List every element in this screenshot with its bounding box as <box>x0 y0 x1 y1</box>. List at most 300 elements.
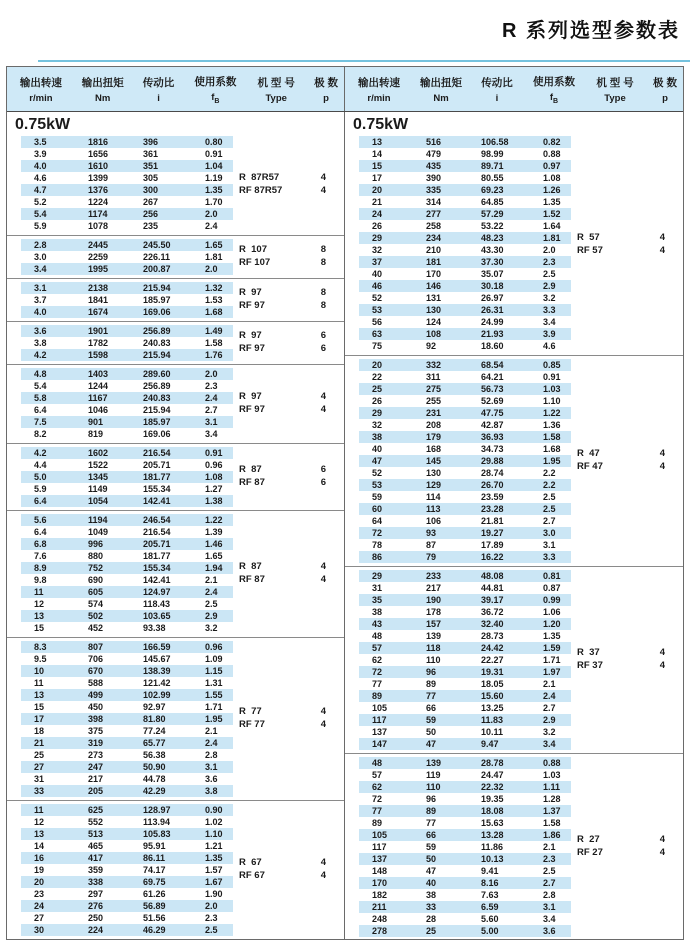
table-row <box>21 749 233 761</box>
fb-cell: 2.1 <box>205 726 218 736</box>
table-row <box>21 804 233 816</box>
table-row <box>21 196 233 208</box>
type-name: R 107 <box>239 243 267 255</box>
pole-count: 4 <box>320 390 326 402</box>
table-row <box>359 407 571 419</box>
fb-cell: 1.11 <box>543 782 561 792</box>
header-label: 输出扭矩 <box>420 76 462 89</box>
ratio-cell: 103.65 <box>143 611 171 621</box>
speed-cell: 29 <box>372 233 383 243</box>
table-row <box>21 653 233 665</box>
ratio-cell: 86.11 <box>143 853 166 863</box>
ratio-cell: 240.83 <box>143 393 171 403</box>
pole-count: 4 <box>320 403 326 415</box>
table-row <box>359 419 571 431</box>
pole-count: 4 <box>659 460 665 472</box>
ratio-cell: 166.59 <box>143 642 171 652</box>
fb-cell: 2.4 <box>205 393 218 403</box>
fb-cell: 1.04 <box>205 161 223 171</box>
header-label: 使用系数 <box>194 75 237 88</box>
ratio-cell: 37.30 <box>481 257 504 267</box>
ratio-cell: 13.25 <box>481 703 504 713</box>
fb-cell: 1.08 <box>205 472 223 482</box>
table-row <box>21 864 233 876</box>
type-line <box>239 342 344 355</box>
table-row <box>21 220 233 232</box>
fb-cell: 3.4 <box>543 317 556 327</box>
speed-cell: 182 <box>372 890 388 900</box>
table-row <box>359 491 571 503</box>
torque-cell: 1046 <box>88 405 109 415</box>
ratio-group <box>345 753 683 937</box>
speed-cell: 77 <box>372 679 383 689</box>
type-cell <box>577 646 683 672</box>
table-row <box>359 666 571 678</box>
type-line <box>239 256 344 269</box>
type-line <box>239 299 344 312</box>
table-row <box>21 924 233 936</box>
ratio-group <box>345 566 683 750</box>
ratio-cell: 18.05 <box>481 679 504 689</box>
table-row <box>359 877 571 889</box>
type-name: RF 87 <box>239 573 265 585</box>
header-unit: Nm <box>433 92 449 104</box>
speed-cell: 3.4 <box>34 264 47 274</box>
table-row <box>21 404 233 416</box>
ratio-cell: 23.28 <box>481 504 504 514</box>
ratio-cell: 65.77 <box>143 738 166 748</box>
fb-cell: 0.88 <box>543 758 561 768</box>
fb-cell: 2.3 <box>543 854 556 864</box>
table-row <box>359 395 571 407</box>
speed-cell: 5.8 <box>34 393 47 403</box>
speed-cell: 9.5 <box>34 654 47 664</box>
torque-cell: 179 <box>426 432 442 442</box>
ratio-cell: 34.73 <box>481 444 504 454</box>
table-row <box>359 184 571 196</box>
ratio-cell: 13.28 <box>481 830 504 840</box>
speed-cell: 32 <box>372 420 383 430</box>
fb-cell: 2.9 <box>205 611 218 621</box>
torque-cell: 106 <box>426 516 442 526</box>
torque-cell: 706 <box>88 654 104 664</box>
ratio-cell: 36.72 <box>481 607 504 617</box>
torque-cell: 1674 <box>88 307 109 317</box>
speed-cell: 14 <box>372 149 383 159</box>
ratio-cell: 305 <box>143 173 159 183</box>
torque-cell: 247 <box>88 762 104 772</box>
torque-cell: 996 <box>88 539 104 549</box>
torque-cell: 1522 <box>88 460 109 470</box>
type-name: R 77 <box>239 705 262 717</box>
speed-cell: 64 <box>372 516 383 526</box>
table-row <box>21 912 233 924</box>
table-row <box>359 479 571 491</box>
fb-cell: 1.20 <box>543 619 561 629</box>
torque-cell: 119 <box>426 770 441 780</box>
power-label: 0.75kW <box>15 116 71 133</box>
speed-cell: 147 <box>372 739 388 749</box>
fb-cell: 1.55 <box>205 690 223 700</box>
speed-cell: 46 <box>372 281 383 291</box>
type-line <box>239 390 344 403</box>
torque-cell: 690 <box>88 575 104 585</box>
speed-cell: 37 <box>372 257 383 267</box>
table-row <box>359 901 571 913</box>
ratio-group <box>345 355 683 563</box>
torque-cell: 40 <box>426 878 437 888</box>
fb-cell: 0.90 <box>205 805 223 815</box>
fb-cell: 3.6 <box>543 926 556 936</box>
ratio-cell: 89.71 <box>481 161 504 171</box>
type-cell <box>239 560 344 586</box>
ratio-cell: 267 <box>143 197 159 207</box>
torque-cell: 1167 <box>88 393 108 403</box>
speed-cell: 75 <box>372 341 383 351</box>
speed-cell: 24 <box>372 209 383 219</box>
speed-cell: 48 <box>372 631 383 641</box>
fb-cell: 1.68 <box>543 444 561 454</box>
fb-cell: 1.46 <box>205 539 223 549</box>
fb-cell: 2.7 <box>543 516 556 526</box>
ratio-cell: 36.93 <box>481 432 504 442</box>
fb-cell: 1.95 <box>543 456 561 466</box>
speed-cell: 5.6 <box>34 515 47 525</box>
table-row <box>359 196 571 208</box>
ratio-cell: 16.22 <box>481 552 504 562</box>
torque-cell: 255 <box>426 396 442 406</box>
table-row <box>21 294 233 306</box>
table-row <box>21 598 233 610</box>
speed-cell: 20 <box>372 185 383 195</box>
fb-cell: 1.26 <box>543 185 561 195</box>
fb-cell: 1.81 <box>543 233 561 243</box>
table-row <box>359 160 571 172</box>
speed-cell: 53 <box>372 480 383 490</box>
torque-cell: 513 <box>88 829 104 839</box>
fb-cell: 2.5 <box>543 504 556 514</box>
ratio-cell: 18.08 <box>481 806 504 816</box>
table-row <box>21 562 233 574</box>
speed-cell: 8.2 <box>34 429 47 439</box>
type-name: RF 57 <box>577 245 603 256</box>
table-header-left <box>7 67 345 111</box>
header-col-2 <box>413 75 469 104</box>
ratio-cell: 24.47 <box>481 770 504 780</box>
table-row <box>21 773 233 785</box>
ratio-cell: 361 <box>143 149 159 159</box>
ratio-cell: 28.78 <box>481 758 504 768</box>
speed-cell: 47 <box>372 456 383 466</box>
ratio-group <box>7 235 344 275</box>
header-unit: $f_B$ <box>549 91 559 105</box>
type-name: R 37 <box>577 646 600 658</box>
ratio-cell: 121.42 <box>143 678 171 688</box>
fb-cell: 3.2 <box>543 293 556 303</box>
table-row <box>359 316 571 328</box>
ratio-cell: 235 <box>143 221 159 231</box>
speed-cell: 5.9 <box>34 221 47 231</box>
table-row <box>21 349 233 361</box>
type-name: RF 37 <box>577 659 603 671</box>
torque-cell: 190 <box>426 595 442 605</box>
speed-cell: 19 <box>34 865 45 875</box>
pole-count: 4 <box>320 573 326 585</box>
type-cell <box>239 705 344 731</box>
torque-cell: 233 <box>426 571 442 581</box>
type-name: R 57 <box>577 232 600 243</box>
torque-cell: 335 <box>426 185 442 195</box>
speed-cell: 117 <box>372 715 387 725</box>
fb-cell: 1.86 <box>543 830 561 840</box>
table-row <box>21 900 233 912</box>
table-row <box>21 713 233 725</box>
table-row <box>21 263 233 275</box>
type-name: RF 97 <box>239 342 265 354</box>
fb-cell: 2.7 <box>543 703 556 713</box>
fb-cell: 3.1 <box>205 762 218 772</box>
fb-cell: 1.53 <box>205 295 223 305</box>
fb-cell: 1.19 <box>205 173 223 183</box>
fb-cell: 2.5 <box>543 866 556 876</box>
fb-cell: 0.96 <box>205 642 223 652</box>
fb-cell: 2.2 <box>543 480 556 490</box>
type-line <box>577 659 683 672</box>
torque-cell: 47 <box>426 739 437 749</box>
fb-cell: 1.76 <box>205 350 223 360</box>
header-unit: Nm <box>95 92 111 104</box>
torque-cell: 145 <box>426 456 442 466</box>
ratio-cell: 56.89 <box>143 901 166 911</box>
speed-cell: 5.4 <box>34 381 47 391</box>
power-label: 0.75kW <box>353 116 409 133</box>
torque-cell: 398 <box>88 714 104 724</box>
speed-cell: 5.0 <box>34 472 47 482</box>
ratio-cell: 256 <box>143 209 159 219</box>
ratio-cell: 98.99 <box>481 149 504 159</box>
ratio-cell: 5.60 <box>481 914 499 924</box>
ratio-cell: 32.40 <box>481 619 504 629</box>
type-name: R 87 <box>239 463 262 475</box>
fb-cell: 1.38 <box>205 496 223 506</box>
torque-cell: 1403 <box>88 369 109 379</box>
type-cell <box>239 286 344 312</box>
speed-cell: 72 <box>372 528 383 538</box>
torque-cell: 77 <box>426 818 437 828</box>
speed-cell: 48 <box>372 758 383 768</box>
torque-cell: 38 <box>426 890 437 900</box>
speed-cell: 56 <box>372 317 383 327</box>
fb-cell: 2.4 <box>205 587 218 597</box>
torque-cell: 47 <box>426 866 437 876</box>
table-row <box>359 805 571 817</box>
ratio-cell: 9.47 <box>481 739 499 749</box>
speed-cell: 15 <box>34 623 45 633</box>
ratio-cell: 28.73 <box>481 631 504 641</box>
speed-cell: 72 <box>372 794 383 804</box>
torque-cell: 752 <box>88 563 104 573</box>
fb-cell: 1.10 <box>205 829 223 839</box>
ratio-cell: 128.97 <box>143 805 171 815</box>
torque-cell: 25 <box>426 926 437 936</box>
fb-cell: 3.8 <box>205 786 218 796</box>
table-row <box>359 304 571 316</box>
table-row <box>21 665 233 677</box>
torque-cell: 297 <box>88 889 104 899</box>
table-row <box>359 582 571 594</box>
ratio-cell: 289.60 <box>143 369 171 379</box>
table-row <box>21 306 233 318</box>
fb-cell: 1.35 <box>543 197 561 207</box>
fb-cell: 2.0 <box>205 209 218 219</box>
type-line <box>239 463 344 476</box>
speed-cell: 57 <box>372 770 383 780</box>
ratio-cell: 155.34 <box>143 563 171 573</box>
fb-cell: 2.5 <box>543 269 556 279</box>
ratio-cell: 256.89 <box>143 326 171 336</box>
speed-cell: 72 <box>372 667 383 677</box>
table-row <box>359 431 571 443</box>
fb-cell: 2.9 <box>543 281 556 291</box>
torque-cell: 574 <box>88 599 104 609</box>
torque-cell: 332 <box>426 360 442 370</box>
panel-left <box>7 112 345 940</box>
torque-cell: 435 <box>426 161 442 171</box>
speed-cell: 11 <box>34 805 44 815</box>
speed-cell: 62 <box>372 782 383 792</box>
torque-cell: 205 <box>88 786 104 796</box>
table-row <box>359 232 571 244</box>
ratio-cell: 56.38 <box>143 750 166 760</box>
ratio-cell: 48.23 <box>481 233 504 243</box>
table-row <box>359 714 571 726</box>
torque-cell: 234 <box>426 233 442 243</box>
fb-cell: 1.21 <box>205 841 223 851</box>
ratio-cell: 215.94 <box>143 405 171 415</box>
table-row <box>359 702 571 714</box>
table-row <box>21 538 233 550</box>
ratio-cell: 106.58 <box>481 137 509 147</box>
ratio-cell: 29.88 <box>481 456 504 466</box>
speed-cell: 18 <box>34 726 45 736</box>
torque-cell: 93 <box>426 528 437 538</box>
fb-cell: 3.1 <box>205 417 218 427</box>
speed-cell: 137 <box>372 727 388 737</box>
table-row <box>21 586 233 598</box>
table-row <box>359 618 571 630</box>
speed-cell: 5.4 <box>34 209 47 219</box>
ratio-cell: 35.07 <box>481 269 504 279</box>
torque-cell: 465 <box>88 841 104 851</box>
table-row <box>359 244 571 256</box>
table-row <box>359 829 571 841</box>
speed-cell: 63 <box>372 329 383 339</box>
ratio-cell: 28.74 <box>481 468 504 478</box>
table-row <box>359 817 571 829</box>
fb-cell: 1.35 <box>543 631 561 641</box>
torque-cell: 110 <box>426 655 441 665</box>
speed-cell: 21 <box>34 738 45 748</box>
speed-cell: 170 <box>372 878 388 888</box>
ratio-cell: 48.08 <box>481 571 504 581</box>
table-row <box>359 503 571 515</box>
table-row <box>359 642 571 654</box>
table-row <box>21 737 233 749</box>
speed-cell: 248 <box>372 914 388 924</box>
table-row <box>359 769 571 781</box>
header-col-4 <box>525 74 583 105</box>
torque-cell: 96 <box>426 794 437 804</box>
speed-cell: 86 <box>372 552 383 562</box>
torque-cell: 1602 <box>88 448 109 458</box>
pole-count: 8 <box>320 299 326 311</box>
speed-cell: 117 <box>372 842 387 852</box>
ratio-cell: 181.77 <box>143 472 171 482</box>
speed-cell: 20 <box>372 360 383 370</box>
speed-cell: 35 <box>372 595 383 605</box>
table-row <box>359 455 571 467</box>
speed-cell: 3.6 <box>34 326 47 336</box>
fb-cell: 2.0 <box>205 264 218 274</box>
torque-cell: 210 <box>426 245 442 255</box>
torque-cell: 79 <box>426 552 437 562</box>
type-line <box>239 560 344 573</box>
type-name: RF 87 <box>239 476 265 488</box>
table-header <box>7 67 683 112</box>
page-title: R 系列选型参数表 <box>502 20 680 42</box>
header-unit: r/min <box>367 92 391 104</box>
torque-cell: 311 <box>426 372 441 382</box>
speed-cell: 25 <box>34 750 45 760</box>
ratio-group <box>7 443 344 507</box>
ratio-cell: 81.80 <box>143 714 166 724</box>
fb-cell: 3.4 <box>543 914 556 924</box>
header-label: 机 型 号 <box>257 76 295 89</box>
type-line <box>239 403 344 416</box>
speed-cell: 38 <box>372 432 383 442</box>
table-row <box>21 641 233 653</box>
torque-cell: 319 <box>88 738 104 748</box>
torque-cell: 139 <box>426 758 442 768</box>
ratio-cell: 51.56 <box>143 913 166 923</box>
table-row <box>359 328 571 340</box>
type-line <box>239 869 344 882</box>
ratio-cell: 26.97 <box>481 293 504 303</box>
table-row <box>21 677 233 689</box>
table-row <box>21 495 233 507</box>
ratio-cell: 10.11 <box>481 727 504 737</box>
ratio-cell: 68.54 <box>481 360 504 370</box>
torque-cell: 87 <box>426 540 437 550</box>
torque-cell: 258 <box>426 221 442 231</box>
torque-cell: 450 <box>88 702 104 712</box>
torque-cell: 231 <box>426 408 442 418</box>
speed-cell: 211 <box>372 902 387 912</box>
ratio-cell: 145.67 <box>143 654 171 664</box>
table-row <box>359 606 571 618</box>
ratio-cell: 19.35 <box>481 794 504 804</box>
torque-cell: 417 <box>88 853 104 863</box>
pole-count: 4 <box>659 846 665 858</box>
torque-cell: 108 <box>426 329 442 339</box>
ratio-cell: 142.41 <box>143 575 171 585</box>
fb-cell: 4.6 <box>543 341 556 351</box>
ratio-cell: 155.34 <box>143 484 171 494</box>
type-line <box>577 231 683 244</box>
speed-cell: 9.8 <box>34 575 47 585</box>
ratio-cell: 19.31 <box>481 667 504 677</box>
pole-count: 4 <box>659 833 665 845</box>
